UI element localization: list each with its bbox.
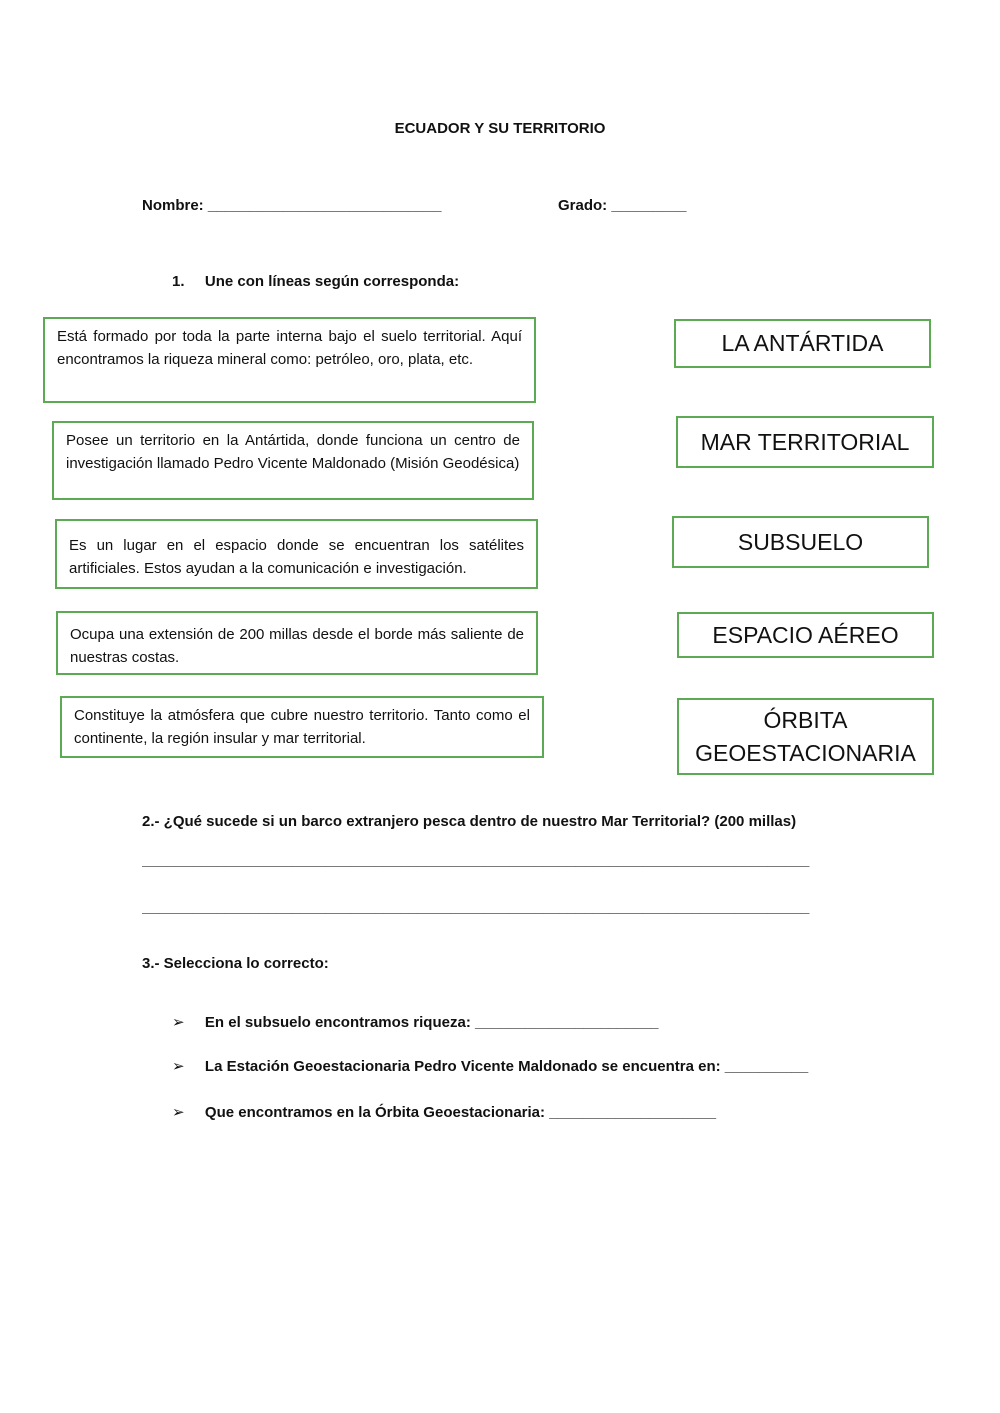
term-box-espacio-aereo: ESPACIO AÉREO bbox=[677, 612, 934, 658]
bullet-arrow-icon: ➢ bbox=[172, 1104, 185, 1121]
name-field bbox=[142, 197, 441, 214]
page-title: ECUADOR Y SU TERRITORIO bbox=[394, 120, 606, 137]
question-1 bbox=[172, 273, 459, 290]
term-box-mar-territorial: MAR TERRITORIAL bbox=[676, 416, 934, 468]
description-box-5: Constituye la atmósfera que cubre nuestro territorio. Tanto como el continente, la región insular y mar territorial. bbox=[60, 696, 544, 758]
grade-field bbox=[558, 197, 686, 214]
name-blank: ____________________________ bbox=[207, 197, 442, 214]
grade-label: Grado: bbox=[558, 197, 608, 214]
list-item-text: Que encontramos en la Órbita Geoestacionaria: ____________________ bbox=[204, 1104, 717, 1121]
list-item bbox=[172, 1057, 808, 1075]
bullet-arrow-icon: ➢ bbox=[172, 1014, 185, 1031]
name-label: Nombre: bbox=[142, 197, 204, 214]
answer-line-2: ________________________________________________________________________________ bbox=[142, 899, 810, 916]
description-box-4: Ocupa una extensión de 200 millas desde el borde más saliente de nuestras costas. bbox=[56, 611, 538, 675]
term-box-orbita-geoestacionaria: ÓRBITA GEOESTACIONARIA bbox=[677, 698, 934, 775]
question-2: 2.- ¿Qué sucede si un barco extranjero pesca dentro de nuestro Mar Territorial? (200 millas) bbox=[142, 813, 797, 830]
question-1-number: 1. bbox=[172, 273, 185, 290]
list-item-text: La Estación Geoestacionaria Pedro Vicente Maldonado se encuentra en: __________ bbox=[204, 1058, 809, 1075]
list-item-text: En el subsuelo encontramos riqueza: ______________________ bbox=[204, 1014, 659, 1031]
term-box-antartida: LA ANTÁRTIDA bbox=[674, 319, 931, 368]
list-item bbox=[172, 1013, 659, 1031]
list-item bbox=[172, 1103, 716, 1121]
question-1-prompt: Une con líneas según corresponda: bbox=[204, 273, 460, 290]
grade-blank: _________ bbox=[611, 197, 687, 214]
question-3: 3.- Selecciona lo correcto: bbox=[142, 955, 329, 972]
term-box-subsuelo: SUBSUELO bbox=[672, 516, 929, 568]
description-box-2: Posee un territorio en la Antártida, donde funciona un centro de investigación llamado Pedro Vicente Maldonado (Misión Geodésica) bbox=[52, 421, 534, 500]
description-box-1: Está formado por toda la parte interna bajo el suelo territorial. Aquí encontramos la riqueza mineral como: petróleo, oro, plata, etc. bbox=[43, 317, 536, 403]
bullet-arrow-icon: ➢ bbox=[172, 1058, 185, 1075]
answer-line-1: ________________________________________________________________________________ bbox=[142, 852, 810, 869]
description-box-3: Es un lugar en el espacio donde se encuentran los satélites artificiales. Estos ayudan a la comunicación e investigación. bbox=[55, 519, 538, 589]
